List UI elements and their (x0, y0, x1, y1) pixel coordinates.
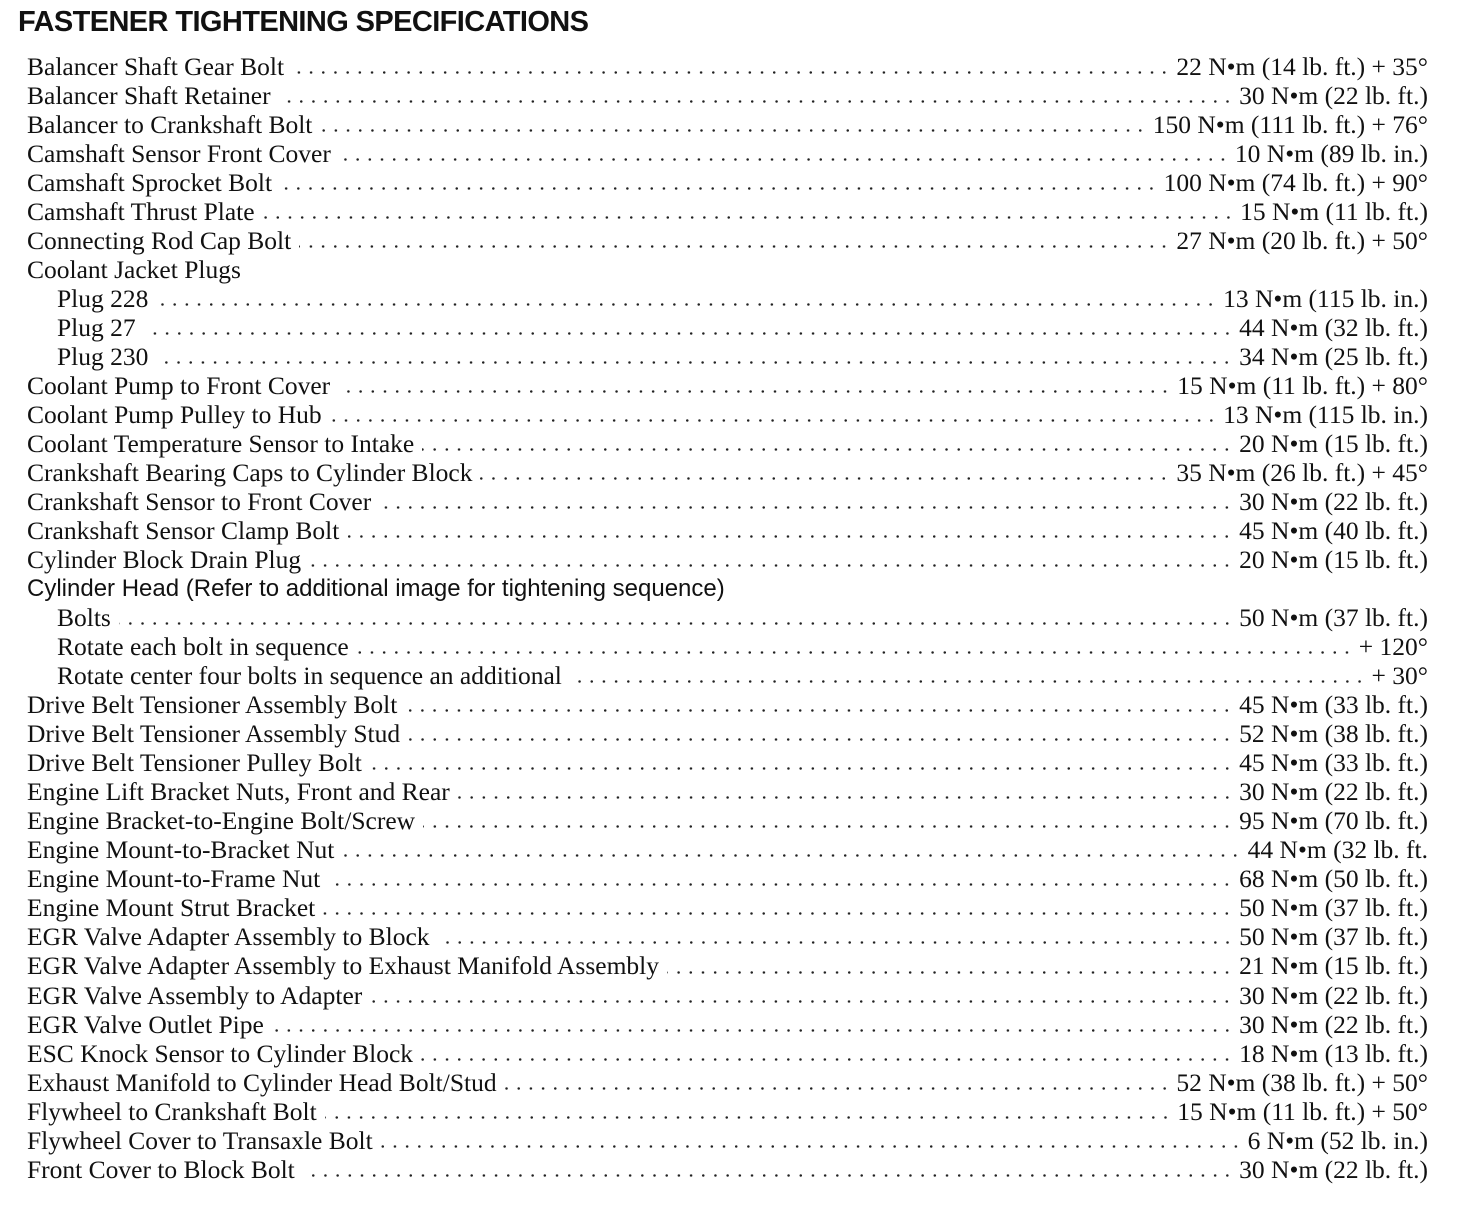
spec-row (0, 922, 1472, 951)
spec-value: 15 N•m (11 lb. ft.) (1240, 197, 1428, 227)
dot-leader (458, 778, 1233, 800)
dot-leader (342, 836, 1241, 858)
spec-label: Engine Bracket-to-Engine Bolt/Screw (27, 806, 416, 836)
spec-label: EGR Valve Adapter Assembly to Block (27, 922, 430, 952)
spec-value: 50 N•m (37 lb. ft.) (1239, 603, 1428, 633)
spec-value: 18 N•m (13 lb. ft.) (1239, 1038, 1428, 1068)
dot-leader (303, 1156, 1233, 1178)
spec-value: 95 N•m (70 lb. ft.) (1239, 806, 1428, 836)
spec-label: EGR Valve Adapter Assembly to Exhaust Manifold Assembly (27, 951, 660, 981)
spec-group-heading (0, 574, 1472, 603)
spec-value: 50 N•m (37 lb. ft.) (1239, 893, 1428, 923)
dot-leader (421, 1040, 1233, 1062)
spec-label: Crankshaft Bearing Caps to Cylinder Block (27, 458, 473, 488)
dot-leader (423, 807, 1233, 829)
spec-row (0, 342, 1472, 371)
dot-leader (272, 1011, 1233, 1033)
spec-label: ESC Knock Sensor to Cylinder Block (27, 1038, 414, 1068)
spec-row (0, 1126, 1472, 1155)
spec-label: Coolant Pump Pulley to Hub (27, 400, 322, 430)
spec-label: Plug 27 (57, 313, 136, 343)
dot-leader (408, 720, 1233, 742)
spec-row (0, 748, 1472, 777)
spec-value: 30 N•m (22 lb. ft.) (1239, 81, 1428, 111)
spec-row (0, 1155, 1472, 1184)
spec-value: 20 N•m (15 lb. ft.) (1239, 545, 1428, 575)
spec-label: Front Cover to Block Bolt (27, 1154, 295, 1184)
spec-label: Exhaust Manifold to Cylinder Head Bolt/Stud (27, 1067, 497, 1097)
spec-row (0, 1010, 1472, 1039)
spec-row (0, 400, 1472, 429)
dot-leader (370, 749, 1233, 771)
spec-label: Camshaft Sensor Front Cover (27, 139, 331, 169)
dot-leader (263, 198, 1235, 220)
spec-row (0, 1039, 1472, 1068)
spec-row (0, 313, 1472, 342)
spec-row (0, 81, 1472, 110)
spec-value: 30 N•m (22 lb. ft.) (1239, 777, 1428, 807)
spec-label: Crankshaft Sensor to Front Cover (27, 487, 372, 517)
dot-leader (339, 140, 1229, 162)
spec-value: 13 N•m (115 lb. in.) (1223, 284, 1428, 314)
spec-label: Drive Belt Tensioner Pulley Bolt (27, 748, 362, 778)
spec-row (0, 1068, 1472, 1097)
spec-row (0, 893, 1472, 922)
spec-value: 30 N•m (22 lb. ft.) (1239, 487, 1428, 517)
spec-label: Engine Mount Strut Bracket (27, 893, 316, 923)
spec-label: Camshaft Sprocket Bolt (27, 168, 273, 198)
dot-leader (379, 488, 1233, 510)
spec-label: Camshaft Thrust Plate (27, 197, 255, 227)
dot-leader (323, 894, 1233, 916)
spec-label: Coolant Pump to Front Cover (27, 371, 331, 401)
spec-value: 30 N•m (22 lb. ft.) (1239, 1154, 1428, 1184)
dot-leader (279, 82, 1234, 104)
spec-value: 52 N•m (38 lb. ft.) + 50° (1176, 1067, 1428, 1097)
dot-leader (144, 314, 1234, 336)
spec-label: Connecting Rod Cap Bolt (27, 226, 292, 256)
dot-leader (381, 1127, 1242, 1149)
dot-leader (370, 982, 1233, 1004)
page-title: FASTENER TIGHTENING SPECIFICATIONS (18, 6, 589, 38)
spec-row (0, 864, 1472, 893)
spec-row (0, 487, 1472, 516)
spec-value: 21 N•m (15 lb. ft.) (1239, 951, 1428, 981)
spec-label: Engine Mount-to-Frame Nut (27, 864, 321, 894)
dot-leader (292, 53, 1170, 75)
spec-row (0, 168, 1472, 197)
dot-leader (505, 1069, 1171, 1091)
dot-leader (299, 227, 1170, 249)
spec-label: Cylinder Head (Refer to additional image for tightening sequence) (27, 575, 725, 603)
spec-label: Coolant Jacket Plugs (27, 255, 241, 285)
spec-value: 27 N•m (20 lb. ft.) + 50° (1176, 226, 1428, 256)
spec-value: 52 N•m (38 lb. ft.) (1239, 719, 1428, 749)
spec-value: 100 N•m (74 lb. ft.) + 90° (1163, 168, 1428, 198)
spec-row (0, 690, 1472, 719)
spec-list (0, 52, 1472, 1184)
spec-label: Balancer to Crankshaft Bolt (27, 110, 313, 140)
spec-label: Flywheel Cover to Transaxle Bolt (27, 1125, 373, 1155)
spec-row (0, 197, 1472, 226)
spec-label: EGR Valve Outlet Pipe (27, 1009, 264, 1039)
spec-value: 50 N•m (37 lb. ft.) (1239, 922, 1428, 952)
dot-leader (570, 662, 1366, 684)
spec-row (0, 1097, 1472, 1126)
dot-leader (338, 372, 1171, 394)
spec-value: 45 N•m (40 lb. ft.) (1239, 516, 1428, 546)
spec-value: 68 N•m (50 lb. ft.) (1239, 864, 1428, 894)
spec-row (0, 719, 1472, 748)
dot-leader (480, 459, 1170, 481)
dot-leader (325, 1098, 1172, 1120)
dot-leader (309, 546, 1233, 568)
spec-label: Crankshaft Sensor Clamp Bolt (27, 516, 340, 546)
spec-row (0, 516, 1472, 545)
spec-label: EGR Valve Assembly to Adapter (27, 980, 363, 1010)
spec-value: 34 N•m (25 lb. ft.) (1239, 342, 1428, 372)
spec-row (0, 429, 1472, 458)
spec-value: 35 N•m (26 lb. ft.) + 45° (1176, 458, 1428, 488)
spec-value: 15 N•m (11 lb. ft.) + 80° (1177, 371, 1428, 401)
spec-row (0, 835, 1472, 864)
spec-row (0, 951, 1472, 980)
spec-row (0, 661, 1472, 690)
dot-leader (156, 343, 1233, 365)
dot-leader (119, 604, 1233, 626)
spec-label: Plug 228 (57, 284, 149, 314)
dot-leader (347, 517, 1233, 539)
spec-label: Flywheel to Crankshaft Bolt (27, 1096, 317, 1126)
dot-leader (280, 169, 1158, 191)
spec-row (0, 632, 1472, 661)
spec-row (0, 139, 1472, 168)
spec-label: Rotate center four bolts in sequence an additional (57, 661, 562, 691)
dot-leader (405, 691, 1233, 713)
spec-label: Coolant Temperature Sensor to Intake (27, 429, 415, 459)
spec-value: 15 N•m (11 lb. ft.) + 50° (1177, 1096, 1428, 1126)
spec-value: 13 N•m (115 lb. in.) (1223, 400, 1428, 430)
spec-value: 45 N•m (33 lb. ft.) (1239, 690, 1428, 720)
spec-value: 6 N•m (52 lb. in.) (1247, 1125, 1428, 1155)
spec-value: 45 N•m (33 lb. ft.) (1239, 748, 1428, 778)
spec-row (0, 777, 1472, 806)
spec-value: 30 N•m (22 lb. ft.) (1239, 980, 1428, 1010)
spec-label: Drive Belt Tensioner Assembly Bolt (27, 690, 398, 720)
spec-value: 44 N•m (32 lb. ft. (1247, 835, 1428, 865)
spec-value: 20 N•m (15 lb. ft.) (1239, 429, 1428, 459)
spec-label: Balancer Shaft Retainer (27, 81, 271, 111)
spec-label: Cylinder Block Drain Plug (27, 545, 302, 575)
spec-value: 30 N•m (22 lb. ft.) (1239, 1009, 1428, 1039)
spec-label: Engine Lift Bracket Nuts, Front and Rear (27, 777, 450, 807)
spec-value: + 30° (1371, 661, 1428, 691)
spec-row (0, 284, 1472, 313)
dot-leader (156, 285, 1217, 307)
dot-leader (357, 633, 1353, 655)
spec-row (0, 806, 1472, 835)
dot-leader (667, 953, 1233, 975)
spec-row (0, 545, 1472, 574)
dot-leader (330, 401, 1217, 423)
spec-value: 44 N•m (32 lb. ft.) (1239, 313, 1428, 343)
spec-row (0, 981, 1472, 1010)
spec-value: 150 N•m (111 lb. ft.) + 76° (1152, 110, 1428, 140)
spec-label: Balancer Shaft Gear Bolt (27, 52, 285, 81)
spec-group-heading (0, 255, 1472, 284)
spec-row (0, 458, 1472, 487)
spec-row (0, 52, 1472, 81)
spec-label: Engine Mount-to-Bracket Nut (27, 835, 335, 865)
spec-label: Plug 230 (57, 342, 149, 372)
spec-label: Bolts (57, 603, 111, 633)
dot-leader (422, 430, 1233, 452)
spec-value: 22 N•m (14 lb. ft.) + 35° (1176, 52, 1428, 81)
spec-value: 10 N•m (89 lb. in.) (1234, 139, 1428, 169)
spec-row (0, 110, 1472, 139)
spec-row (0, 371, 1472, 400)
dot-leader (320, 111, 1146, 133)
spec-row (0, 603, 1472, 632)
spec-value: + 120° (1358, 632, 1428, 662)
spec-row (0, 226, 1472, 255)
spec-label: Rotate each bolt in sequence (57, 632, 349, 662)
dot-leader (328, 865, 1233, 887)
spec-label: Drive Belt Tensioner Assembly Stud (27, 719, 401, 749)
dot-leader (438, 923, 1234, 945)
